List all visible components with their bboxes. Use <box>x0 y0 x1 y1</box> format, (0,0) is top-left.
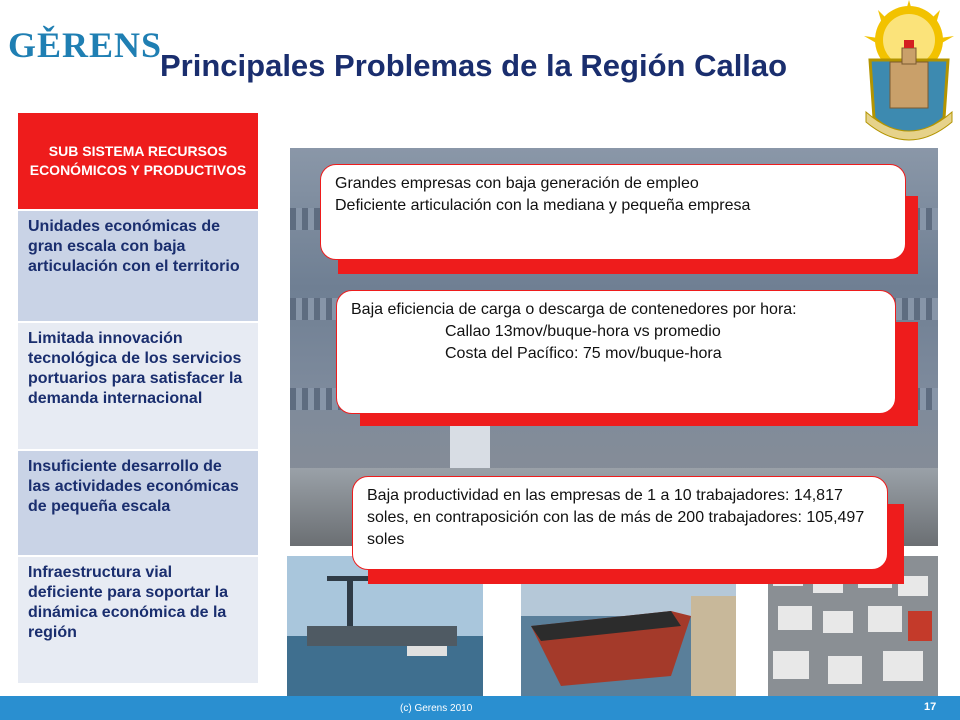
callout-container-efficiency <box>336 290 896 414</box>
callout-efficiency-line1: Baja eficiencia de carga o descarga de contenedores por hora: <box>351 301 797 318</box>
callout-employment-line1: Grandes empresas con baja generación de empleo <box>335 175 699 192</box>
callout-efficiency-line2: Callao 13mov/buque-hora vs promedio <box>445 323 721 340</box>
problem-item-4: Infraestructura vial deficiente para soportar la dinámica económica de la región <box>18 555 258 683</box>
callao-seal-icon <box>858 0 960 150</box>
page-title: Principales Problemas de la Región Callao <box>160 48 788 83</box>
callout-employment <box>320 164 906 260</box>
footer-bar <box>0 696 960 720</box>
problem-item-3: Insuficiente desarrollo de las actividades económicas de pequeña escala <box>18 449 258 555</box>
copyright-text: (c) Gerens 2010 <box>400 703 473 714</box>
gerens-logo: GĚRENS <box>8 25 163 65</box>
problem-item-1: Unidades económicas de gran escala con baja articulación con el territorio <box>18 209 258 321</box>
callout-employment-line2: Deficiente articulación con la mediana y pequeña empresa <box>335 197 751 214</box>
callout-productivity-text: Baja productividad en las empresas de 1 a 10 trabajadores: 14,817 soles, en contraposición con las de más de 200 trabajadores: 105,497 soles <box>367 487 865 548</box>
subsystem-column <box>18 113 258 683</box>
callout-efficiency-line3: Costa del Pacífico: 75 mov/buque-hora <box>445 345 722 362</box>
subsystem-header: SUB SISTEMA RECURSOS ECONÓMICOS Y PRODUCTIVOS <box>18 113 258 209</box>
page-number: 17 <box>924 701 937 713</box>
problem-item-2: Limitada innovación tecnológica de los servicios portuarios para satisfacer la demanda internacional <box>18 321 258 449</box>
callout-productivity <box>352 476 888 570</box>
